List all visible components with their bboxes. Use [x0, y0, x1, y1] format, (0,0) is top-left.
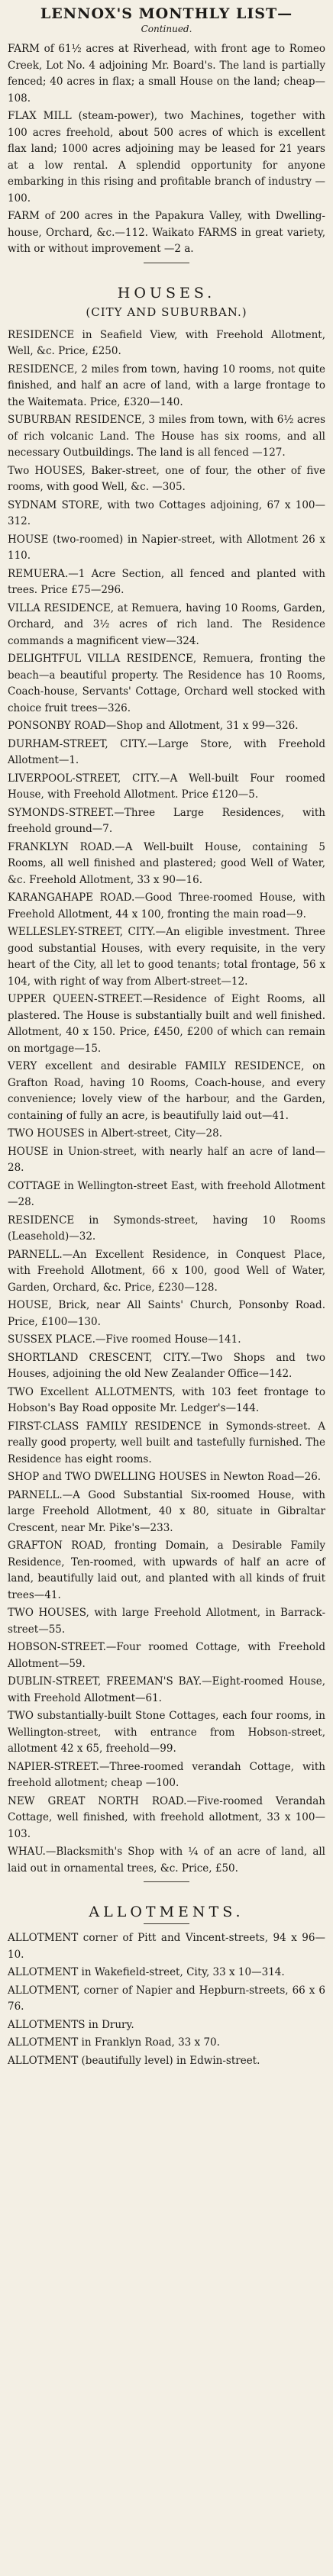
list-item: PARNELL.—An Excellent Residence, in Conquest Place, with Freehold Allotment, 66 x 100, good Well of Water, Garden, Orchard, &c. Price, £230—128. [8, 1248, 325, 1294]
list-item: ALLOTMENT (beautifully level) in Edwin-street. [8, 2054, 260, 2067]
list-item: TWO substantially-built Stone Cottages, each four rooms, in Wellington-street, with entrance from Hobson-street, allotment 42 x 65, freehold—99. [8, 1710, 325, 1755]
houses-list [8, 327, 325, 1878]
list-item: REMUERA.—1 Acre Section, all fenced and planted with trees. Price £75—296. [8, 567, 325, 596]
list-item: FIRST-CLASS FAMILY RESIDENCE in Symonds-street. A really good property, well built and tastefully furnished. The Residence has eight rooms. [8, 1420, 325, 1465]
farms-list [8, 41, 325, 258]
list-title: LENNOX'S MONTHLY LIST— [40, 5, 293, 22]
list-item: SYDNAM STORE, with two Cottages adjoining, 67 x 100—312. [8, 498, 325, 527]
list-item: NAPIER-STREET.—Three-roomed verandah Cottage, with freehold allotment; cheap —100. [8, 1760, 325, 1789]
list-item: KARANGAHAPE ROAD.—Good Three-roomed House, with Freehold Allotment, 44 x 100, fronting the main road—9. [8, 891, 325, 920]
list-item: ALLOTMENT corner of Pitt and Vincent-streets, 94 x 96—10. [8, 1932, 325, 1961]
allotments-list [8, 1930, 325, 2069]
list-item: TWO Excellent ALLOTMENTS, with 103 feet frontage to Hobson's Bay Road opposite Mr. Ledger's—144. [8, 1385, 325, 1414]
list-item: TWO HOUSES, with large Freehold Allotment, in Barrack-street—55. [8, 1607, 325, 1636]
list-item: FARM of 61½ acres at Riverhead, with front age to Romeo Creek, Lot No. 4 adjoining Mr. Board's. The land is partially fenced; 40 acres in flax; a small House on the land; cheap—108. [8, 43, 325, 105]
list-item: RESIDENCE, 2 miles from town, having 10 rooms, not quite finished, and half an acre of land, with a large frontage to the Waitemata. Price, £320—140. [8, 363, 325, 408]
list-item: PARNELL.—A Good Substantial Six-roomed House, with large Freehold Allotment, 40 x 80, situate in Gibraltar Crescent, near Mr. Pike's—233. [8, 1488, 325, 1534]
list-item: RESIDENCE in Symonds-street, having 10 Rooms (Leasehold)—32. [8, 1214, 325, 1243]
list-item: SUBURBAN RESIDENCE, 3 miles from town, with 6½ acres of rich volcanic Land. The House has six rooms, and all necessary Outbuildings. The land is all fenced —127. [8, 414, 325, 459]
list-item: ALLOTMENTS in Drury. [8, 2018, 134, 2031]
list-item: LIVERPOOL-STREET, CITY.—A Well-built Four roomed House, with Freehold Allotment. Price £120—5. [8, 772, 325, 801]
list-item: HOUSE, Brick, near All Saints' Church, Ponsonby Road. Price, £100—130. [8, 1299, 325, 1328]
list-item: HOUSE in Union-street, with nearly half an acre of land—28. [8, 1145, 325, 1174]
list-item: ALLOTMENT, corner of Napier and Hepburn-streets, 66 x 6 76. [8, 1984, 325, 2013]
list-item: DELIGHTFUL VILLA RESIDENCE, Remuera, fronting the beach—a beautiful property. The Residence has 10 Rooms, Coach-house, Servants' Cottage, Orchard well stocked with choice fruit trees—326. [8, 653, 325, 714]
list-item: WHAU.—Blacksmith's Shop with ¼ of an acre of land, all laid out in ornamental trees, &c. Price, £50. [8, 1846, 325, 1875]
list-item: TWO HOUSES in Albert-street, City—28. [8, 1127, 223, 1140]
list-item: SHORTLAND CRESCENT, CITY.—Two Shops and two Houses, adjoining the old New Zealander Office—142. [8, 1351, 325, 1380]
list-item: SYMONDS-STREET.—Three Large Residences, with freehold ground—7. [8, 806, 325, 835]
list-item: NEW GREAT NORTH ROAD.—Five-roomed Verandah Cottage, well finished, with freehold allotment, 33 x 100—103. [8, 1794, 325, 1840]
list-item: FRANKLYN ROAD.—A Well-built House, containing 5 Rooms, all well finished and plastered; good Well of Water, &c. Freehold Allotment, 33 x 90—16. [8, 840, 325, 886]
list-item: UPPER QUEEN-STREET.—Residence of Eight Rooms, all plastered. The House is substantially built and well finished. Allotment, 40 x 150. Price, £450, £200 of which can remain on mortgage—15. [8, 993, 325, 1055]
list-item: DURHAM-STREET, CITY.—Large Store, with Freehold Allotment—1. [8, 737, 325, 766]
allotments-heading: ALLOTMENTS. [89, 1904, 244, 1920]
list-item: ALLOTMENT in Wakefield-street, City, 33 x 10—314. [8, 1966, 285, 1978]
list-item: FLAX MILL (steam-power), two Machines, together with 100 acres freehold, about 500 acres of which is excellent flax land; 1000 acres adjoining may be leased for 21 years at a low rental. A splendid opportunity for anyone embarking in this rising and profitable branch of industry —100. [8, 110, 325, 205]
list-item: VILLA RESIDENCE, at Remuera, having 10 Rooms, Garden, Orchard, and 3½ acres of rich land. The Residence commands a magnificent view—324. [8, 601, 325, 647]
divider [144, 1881, 189, 1882]
list-item: SHOP and TWO DWELLING HOUSES in Newton Road—26. [8, 1471, 322, 1483]
list-item: ALLOTMENT in Franklyn Road, 33 x 70. [8, 2036, 220, 2049]
list-item: HOUSE (two-roomed) in Napier-street, with Allotment 26 x 110. [8, 533, 325, 562]
list-item: RESIDENCE in Seafield View, with Freehold Allotment, Well, &c. Price, £250. [8, 328, 325, 357]
list-item: GRAFTON ROAD, fronting Domain, a Desirable Family Residence, Ten-roomed, with upwards of half an acre of land, beautifully laid out, and planted with all kinds of fruit trees—41. [8, 1539, 325, 1601]
list-item: Two HOUSES, Baker-street, one of four, the other of five rooms, with good Well, &c. —305. [8, 464, 325, 493]
houses-subheading: (CITY AND SUBURBAN.) [86, 305, 247, 319]
continued-label: Continued. [141, 24, 192, 34]
list-item: HOBSON-STREET.—Four roomed Cottage, with Freehold Allotment—59. [8, 1641, 325, 1670]
list-item: VERY excellent and desirable FAMILY RESIDENCE, on Grafton Road, having 10 Rooms, Coach-house, and every convenience; lovely view of the harbour, and the Garden, containing of fully an acre, is beautifully laid out—41. [8, 1060, 325, 1122]
list-item: DUBLIN-STREET, FREEMAN'S BAY.—Eight-roomed House, with Freehold Allotment—61. [8, 1675, 325, 1704]
list-item: COTTAGE in Wellington-street East, with freehold Allotment—28. [8, 1179, 325, 1208]
list-item: FARM of 200 acres in the Papakura Valley, with Dwelling-house, Orchard, &c.—112. Waikato FARMS in great variety, with or without improvement —2 a. [8, 210, 325, 255]
list-item: WELLESLEY-STREET, CITY.—An eligible investment. Three good substantial Houses, with every requisite, in the very heart of the City, all let to good tenants; total frontage, 56 x 104, with right of way from Albert-street—12. [8, 926, 325, 988]
list-item: SUSSEX PLACE.—Five roomed House—141. [8, 1333, 241, 1346]
houses-heading: HOUSES. [117, 284, 216, 301]
divider [144, 1923, 189, 1924]
list-item: PONSONBY ROAD—Shop and Allotment, 31 x 99—326. [8, 720, 299, 732]
